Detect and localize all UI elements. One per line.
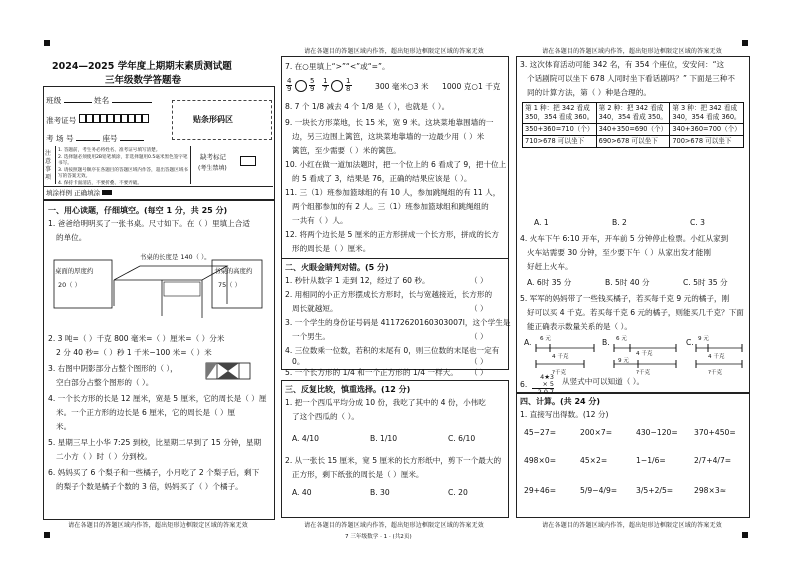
calc-3: 430−120=: [636, 428, 678, 437]
q1-5-text: 5. 星期三早上小华 7:25 到校，比星期二早到了 15 分钟，星期: [48, 438, 262, 447]
choice-2-option-a[interactable]: A. 40: [292, 488, 312, 497]
choice-1-option-c[interactable]: C. 6/10: [448, 434, 476, 443]
shaded-figure: [205, 362, 253, 382]
judge-1-text: 1. 秒针从数字 1 走到 12，经过了 60 秒。: [285, 276, 430, 285]
desk-height-value: 75（ ）: [218, 281, 241, 289]
exam-title: 2024—2025 学年度上期期末素质测试题: [52, 61, 232, 72]
page-footer: 7 三年级数学 · 1 · (共2页): [345, 534, 412, 540]
choice-2-text: 2. 从一张长 15 厘米，宽 5 厘米的长方形纸中，剪下一个最大的: [285, 456, 502, 465]
choice-1-option-a[interactable]: A. 4/10: [292, 434, 319, 443]
fill-example-label: 填涂样例: [46, 189, 72, 197]
calc-11: 3/5+2/5=: [636, 486, 674, 495]
choice-1-option-b[interactable]: B. 1/10: [370, 434, 398, 443]
method-3-calc: 340+360=700（个）: [670, 124, 744, 136]
choice-5-text-2: 好可以买 4 千克。若买每千克 6 元的橘子，则能买几千克？下面: [527, 308, 744, 317]
calc-6: 45×2=: [580, 456, 608, 465]
q1-12-text-2: 形的周长是（ ）厘米。: [292, 244, 371, 253]
calc-2: 200×7=: [580, 428, 613, 437]
choice-2-text-2: 正方形，剩下纸张的周长是（ ）厘米。: [292, 470, 424, 479]
boundary-notice: 请在各题目的答题区域内作答，超出矩形边框限定区域的答案无效: [304, 522, 484, 529]
q1-7-compare-3: 1000 克○1 千克: [442, 82, 501, 91]
method-2-desc: 第 2 种：把 342 看成 340，354 看成 350。: [596, 103, 670, 124]
choice-4-option-c[interactable]: C. 5时 35 分: [683, 278, 728, 287]
q1-6-text-2: 的梨子个数是橘子个数的 3 倍，妈妈买了（ ）个橘子。: [56, 482, 243, 491]
choice-4-option-b[interactable]: B. 5时 40 分: [605, 278, 650, 287]
choice-3-option-c[interactable]: C. 3: [690, 218, 705, 227]
q1-3-text-2: 空白部分占整个图形的（ ）。: [56, 378, 154, 387]
q1-1-text: 1. 爸爸给明明买了一张书桌。尺寸如下。在（ ）里填上合适: [48, 219, 250, 228]
judge-3-text-2: 一个男生。: [292, 332, 330, 341]
method-1-calc: 350+360=710（个）: [523, 124, 597, 136]
q1-7-compare-2: 300 毫米○3 米: [375, 82, 429, 91]
calc-8: 2/7+4/7=: [694, 456, 732, 465]
boundary-notice: 请在各题目的答题区域内作答，超出矩形边框限定区域的答案无效: [304, 48, 484, 55]
choice-5-text: 5. 军军的妈妈带了一些钱买橘子，若买每千克 9 元的橘子，刚: [520, 294, 730, 303]
ticket-label: 准考证号: [46, 116, 77, 125]
q1-3-text: 3. 右图中阴影部分占整个图形的（ ），: [48, 364, 178, 373]
boundary-notice: 请在各题目的答题区域内作答，超出矩形边框限定区域的答案无效: [68, 522, 248, 529]
fill-correct-label: 正确填涂: [74, 189, 101, 197]
desk-height-label: 书桌的高度约: [214, 267, 253, 275]
name-label: 姓名: [94, 96, 110, 105]
q1-10-text: 10. 小红在做一道加法题时，把一个位上的 6 看成了 9，把十位上: [285, 160, 507, 169]
choice-4-text-3: 好赶上火车。: [527, 262, 573, 271]
judge-3-text: 3. 一个学生的身份证号码是 41172620160303007l，这个学生是: [285, 318, 511, 327]
choice-5-option-b[interactable]: B.: [602, 338, 610, 347]
judge-1-answer[interactable]: （ ）: [470, 276, 488, 285]
q1-7-text: 7. 在○里填上“>”“<”或“=”。: [285, 62, 390, 71]
section-3-heading: 三、反复比较，慎重选择。(12 分): [285, 385, 411, 394]
choice-5-option-c[interactable]: C.: [686, 338, 694, 347]
section-4-sub: 1. 直接写出得数。(12 分): [520, 410, 609, 419]
boundary-notice: 请在各题目的答题区域内作答，超出矩形边框限定区域的答案无效: [542, 522, 722, 529]
choice-6-text: 从竖式中可以知道（ ）。: [562, 377, 645, 386]
q1-9-text-3: 篱笆，至少需要（ ）米的篱笆。: [292, 146, 401, 155]
desk-thickness-label: 桌面的厚度约: [55, 267, 94, 275]
q1-4-text-2: 米。一个正方形的边长是 6 厘米，它的周长是（ ）厘: [56, 408, 236, 417]
class-field[interactable]: [64, 102, 92, 103]
room-field[interactable]: [76, 140, 100, 141]
ticket-grid[interactable]: [79, 116, 149, 125]
choice-4-text-2: 火车站需要 30 分钟，至少要下午（ ）从家出发才能刚: [527, 248, 711, 257]
choice-1-text: 1. 把一个西瓜平均分成 10 份，我吃了其中的 4 份，小伟吃: [285, 398, 486, 407]
judge-4-text: 4. 三位数乘一位数，若积的末尾有 0，则三位数的末尾也一定有: [285, 346, 500, 355]
calc-9: 29+46=: [524, 486, 557, 495]
choice-6-label: 6.: [520, 380, 528, 389]
judge-4-text-2: 0。: [292, 357, 305, 366]
choice-3-table: [522, 102, 744, 148]
choice-4-text: 4. 火车下午 6:10 开车，开车前 5 分钟停止检票。小红从家到: [520, 234, 729, 243]
seat-label: 座号: [102, 134, 118, 143]
q1-5-text-2: 二小方（ ）时（ ）分到校。: [56, 452, 152, 461]
q1-9-text-2: 边，另三边围上篱笆，这块菜地靠墙的一边最少用（ ）米: [292, 132, 485, 141]
judge-2-answer[interactable]: （ ）: [470, 304, 488, 313]
judge-2-text: 2. 用相同的小正方形摆成长方形时，长与宽越接近，长方形的: [285, 290, 493, 299]
choice-2-option-c[interactable]: C. 20: [448, 488, 468, 497]
choice-3-option-b[interactable]: B. 2: [612, 218, 627, 227]
q1-12-text: 12. 将两个边长是 5 厘米的正方形拼成一个长方形，拼成的长方: [285, 230, 499, 239]
desk-length-label: 书桌的长度是 140（ ）。: [140, 253, 211, 261]
choice-3-text: 3. 这次体育活动可能 342 名，有 354 个座位，安安问：“这: [520, 60, 725, 69]
exam-subtitle: 三年级数学答题卷: [105, 75, 182, 86]
calc-1: 45−27=: [524, 428, 557, 437]
q1-11-text-3: 一共有（ ）人。: [292, 216, 348, 225]
choice-3-option-a[interactable]: A. 1: [534, 218, 549, 227]
method-3-result: 700>678 可以坐下: [670, 136, 744, 148]
absent-label: 缺考标记: [200, 153, 226, 161]
boundary-notice: 请在各题目的答题区域内作答，超出矩形边框限定区域的答案无效: [542, 48, 722, 55]
desk-thickness-value: 20（ ）: [58, 281, 81, 289]
q1-6-text: 6. 妈妈买了 6 个梨子和一些橘子，小月吃了 2 个梨子后，剩下: [48, 468, 260, 477]
q1-10-text-2: 的 5 看成了 3，结果是 76，正确的结果应该是（ ）。: [292, 174, 472, 183]
judge-5-answer[interactable]: （ ）: [470, 368, 488, 377]
choice-5-text-3: 能正确表示数量关系的是（ ）。: [527, 322, 632, 331]
q1-2-text-2: 2 分 40 秒=（ ）秒 1 千米−100 米=（ ）米: [56, 348, 212, 357]
seat-field[interactable]: [120, 140, 144, 141]
choice-5-option-a[interactable]: A.: [524, 338, 532, 347]
barcode-label: 贴条形码区: [193, 115, 233, 124]
judge-4-answer[interactable]: （ ）: [470, 357, 488, 366]
room-label: 考 场 号: [46, 134, 74, 143]
q1-4-text: 4. 一个长方形的长是 12 厘米，宽是 5 厘米，它的周长是（ ）厘: [48, 394, 267, 403]
calc-5: 498×0=: [524, 456, 557, 465]
section-4-heading: 四、计算。(共 24 分): [520, 397, 601, 406]
choice-4-option-a[interactable]: A. 6时 35 分: [527, 278, 572, 287]
fill-sample: [102, 190, 112, 195]
choice-2-option-b[interactable]: B. 30: [370, 488, 390, 497]
choice-3-text-2: 个话剧院可以坐下 678 人同时坐下看话剧吗？” 下面是三种不: [527, 74, 735, 83]
absent-note: (考生禁填): [198, 165, 227, 172]
choice-6-vertical-calc: 4★3 × 5 2 0 7: [532, 374, 554, 396]
method-2-calc: 340+350=690（个）: [596, 124, 670, 136]
q1-11-text: 11. 三（1）班参加篮球组的有 10 人，参加跳绳组的有 11 人，: [285, 188, 501, 197]
choice-1-text-2: 了这个西瓜的（ ）。: [292, 412, 359, 421]
q1-7-compare-1: $\frac{4}{9}$ $\frac{5}{9}$ $\frac{1}{7}$ $\frac{1}{8}$: [287, 77, 351, 93]
q1-11-text-2: 两个组都参加的有 2 人。三（1）班参加篮球组和跳绳组的: [292, 202, 489, 211]
judge-5-text: 5. 一个长方形的 1/4 和一个正方形的 1/4 一样大。: [285, 368, 458, 377]
name-field[interactable]: [112, 102, 152, 103]
q1-1-text-2: 的单位。: [56, 233, 87, 242]
calc-4: 370+450=: [694, 428, 736, 437]
alignment-mark: [742, 532, 748, 538]
method-2-result: 690>678 可以坐下: [596, 136, 670, 148]
method-1-desc: 第 1 种：把 342 看成 350，354 看成 360。: [523, 103, 597, 124]
method-3-desc: 第 3 种：把 342 看成 340，354 看成 360。: [670, 103, 744, 124]
notes-text: 1. 答题前，考生务必将姓名、准考证号填写清楚。 2. 选择题必须使用2B铅笔填涂，非选择题用0.5毫米黑色签字笔书写。 3. 请按照题号顺序在各题目的答题区域内作答，超出答题区域书写的答案无效。 4. 保持卡面清洁，不要折叠、不要弄破。: [58, 148, 188, 186]
calc-7: 1−1/6=: [636, 456, 666, 465]
notes-label: 注意事项: [45, 150, 52, 181]
q1-9-text: 9. 一块长方形菜地，长 15 米，宽 9 米。这块菜地靠围墙的一: [285, 118, 494, 127]
class-label: 班级: [46, 96, 62, 105]
calc-10: 5/9−4/9=: [580, 486, 618, 495]
judge-2-text-2: 周长就越短。: [292, 304, 338, 313]
q1-2-text: 2. 3 吨=（ ）千克 800 毫米=（ ）厘米=（ ）分米: [48, 334, 225, 343]
q1-8-text: 8. 7 个 1/8 减去 4 个 1/8 是（ ），也就是（ ）。: [285, 102, 450, 111]
calc-12: 298×3≈: [694, 486, 727, 495]
q1-4-text-3: 米。: [56, 422, 72, 431]
section-2-heading: 二、火眼金睛判对错。(5 分): [285, 263, 389, 272]
alignment-mark: [44, 532, 50, 538]
judge-3-answer[interactable]: （ ）: [470, 332, 488, 341]
absent-checkbox[interactable]: [240, 156, 256, 166]
method-1-result: 710>678 可以坐下: [523, 136, 597, 148]
section-1-heading: 一、用心读题，仔细填空。(每空 1 分，共 25 分): [48, 206, 228, 215]
choice-3-text-3: 同的计算方法，第（ ）种是合理的。: [527, 88, 651, 97]
